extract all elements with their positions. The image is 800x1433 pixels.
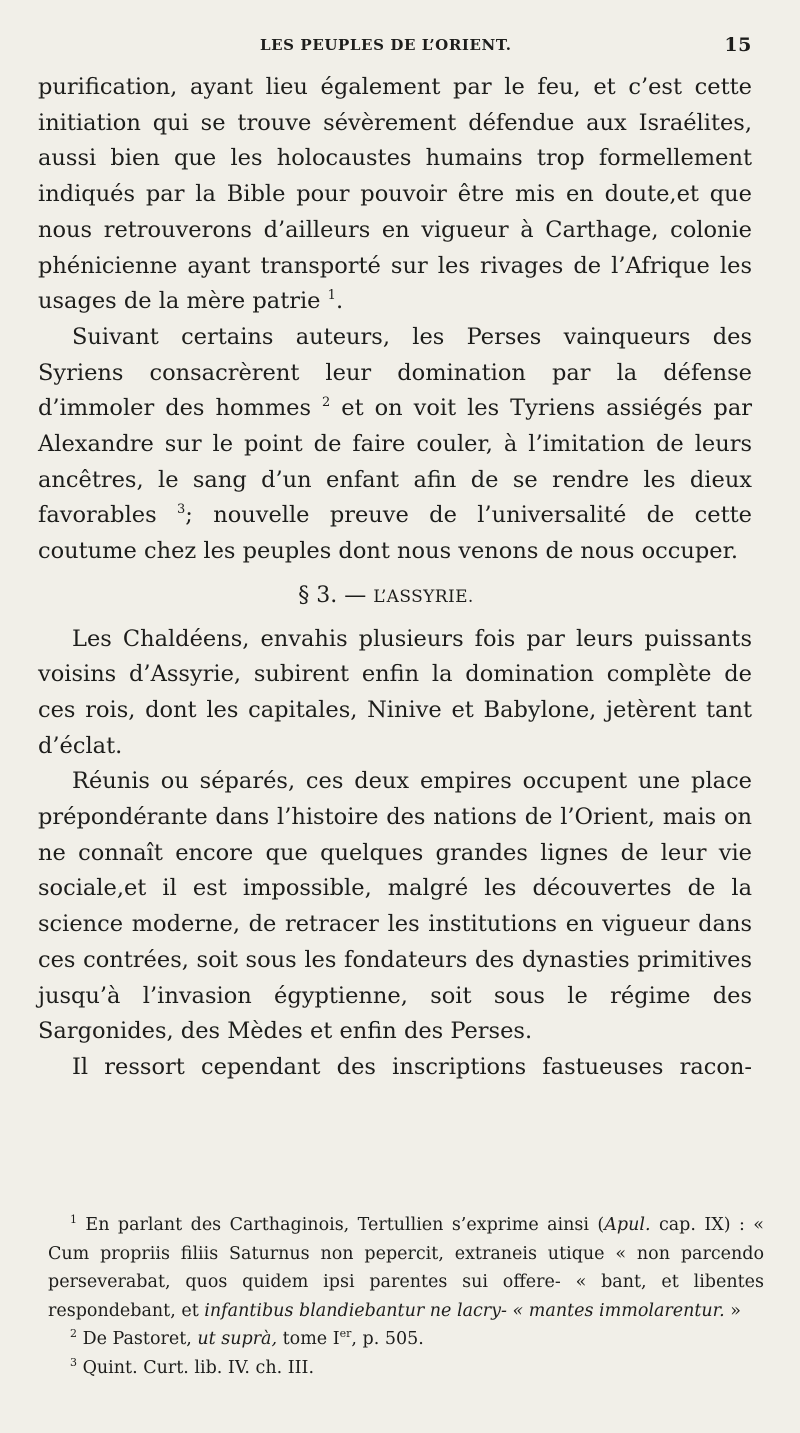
paragraph-2-text-b: et on voit les Tyriens assiégés par Alexandre sur le point de faire couler, à l’imitation de leurs ancêtres, le sang d’un enfant afin de se rendre les dieux favorables — [38, 395, 752, 529]
footnote-1-apul: Apul. — [604, 1215, 651, 1235]
footnote-1 — [48, 1211, 764, 1325]
footnote-2-italic: ut suprà, — [197, 1329, 278, 1350]
footnote-3-text: Quint. Curt. lib. IV. ch. III. — [77, 1357, 315, 1378]
paragraph-3: Les Chaldéens, envahis plusieurs fois par leurs puissants voisins d’Assyrie, subirent enfin la domination complète de ces rois, dont les capitales, Ninive et Babylone, jetèrent tant d’éclat. — [38, 625, 752, 759]
footnote-2-text-a: De Pastoret, — [77, 1329, 198, 1350]
footnote-2-text-b: tome I — [277, 1329, 340, 1350]
footnote-3-mark: 3 — [70, 1355, 77, 1369]
running-title: LES PEUPLES DE L’ORIENT. — [260, 36, 512, 54]
footnote-2-sup: er — [339, 1327, 352, 1341]
footnote-2-mark: 2 — [70, 1327, 77, 1341]
paragraph-2-text-c: ; nouvelle preuve de l’universalité de cette coutume chez les peuples dont nous venons de nous occuper. — [38, 502, 752, 565]
footnote-1-italic: infantibus blandiebantur ne lacry- « mantes immolarentur. — [204, 1300, 725, 1321]
footnote-2-text-c: , p. 505. — [351, 1329, 424, 1350]
footnote-1-text-b: cap. IX) : « Cum propriis filiis Saturnus non pepercit, extraneis utique « non parcendo perseverabat, quos quidem ipsi parentes sui offere- « bant, et libentes respondebant, et — [48, 1215, 764, 1321]
section-title: L’ASSYRIE. — [373, 586, 474, 607]
paragraph-4: Réunis ou séparés, ces deux empires occupent une place prépondérante dans l’histoire des nations de l’Orient, mais on ne connaît encore que quelques grandes lignes de leur vie sociale,et il est impossible, malgré les découvertes de la science moderne, de retracer les institutions en vigueur dans ces contrées, soit sous les fondateurs des dynasties primitives jusqu’à l’invasion égyptienne, soit sous le régime des Sargonides, des Mèdes et enfin des Perses. — [38, 768, 752, 1045]
footnote-1-mark: 1 — [70, 1213, 77, 1226]
page-header — [38, 34, 752, 58]
footnote-2 — [48, 1325, 764, 1354]
paragraph-2-text-a: Suivant certains auteurs, les Perses vainqueurs des Syriens consacrèrent leur domination par la défense d’immoler des hommes — [38, 323, 752, 422]
section-number: § 3. — — [298, 582, 367, 608]
page-number: 15 — [724, 34, 752, 56]
paragraph-1-text: purification, ayant lieu également par le feu, et c’est cette initiation qui se trouve sévèrement défendue aux Israélites, aussi bien que les holocaustes humains trop formellement indiqués par la Bible pour pouvoir être mis en doute,et que nous retrouverons d’ailleurs en vigueur à Carthage, colonie phénicienne ayant transporté sur les rivages de l’Afrique les usages de la mère patrie — [38, 74, 752, 315]
paragraph-1-end: . — [335, 288, 344, 315]
paragraph-5: Il ressort cependant des inscriptions fastueuses racon- — [72, 1053, 752, 1080]
footnote-1-end: » — [724, 1300, 741, 1321]
footnote-3 — [48, 1354, 764, 1383]
footnotes — [48, 1211, 764, 1383]
footnote-ref-1: 1 — [327, 288, 336, 304]
main-text — [38, 70, 752, 1086]
footnote-1-text-a: En parlant des Carthaginois, Tertullien s’exprime ainsi ( — [77, 1215, 605, 1235]
paragraph-2 — [38, 320, 752, 570]
section-heading — [38, 578, 752, 616]
paragraph-1 — [38, 70, 752, 320]
footnote-ref-2: 2 — [322, 395, 331, 411]
footnote-ref-3: 3 — [177, 502, 186, 518]
